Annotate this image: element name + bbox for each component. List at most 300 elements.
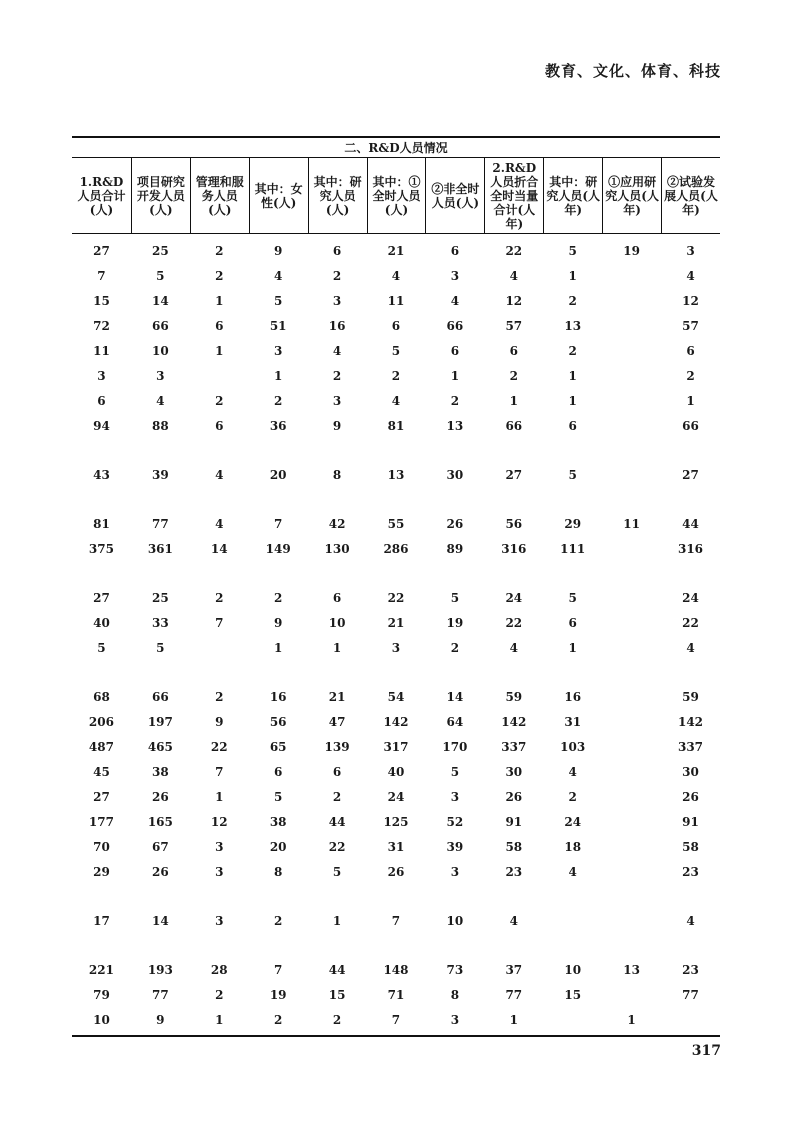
table-cell: 30 [505, 764, 523, 779]
table-cell: 8 [332, 467, 342, 482]
table-cell: 11 [623, 516, 640, 531]
table-cell: 42 [328, 516, 346, 531]
column-header: ②非全时人员(人) [425, 158, 484, 233]
table-row [72, 734, 720, 759]
table-row [72, 338, 720, 363]
table-cell: 375 [88, 541, 114, 556]
table-cell: 22 [210, 739, 228, 754]
table-cell: 11 [387, 293, 405, 308]
table-cell: 7 [215, 764, 224, 779]
table-cell: 286 [383, 541, 409, 556]
table-cell: 5 [568, 243, 577, 258]
table-row [72, 413, 720, 438]
table-cell: 2 [215, 987, 224, 1002]
table-cell: 16 [564, 689, 582, 704]
table-cell: 55 [387, 516, 405, 531]
table-row [72, 957, 720, 982]
table-cell: 22 [505, 243, 523, 258]
table-cell: 6 [686, 343, 695, 358]
table-cell: 1 [509, 1012, 518, 1027]
table-cell: 77 [505, 987, 523, 1002]
table-cell: 31 [387, 839, 405, 854]
header-bottom-rule [72, 233, 720, 234]
table-cell: 27 [93, 590, 110, 605]
table-cell: 1 [627, 1012, 636, 1027]
table-cell: 5 [97, 640, 106, 655]
table-cell: 14 [446, 689, 464, 704]
table-cell: 1 [332, 640, 342, 655]
table-cell: 38 [152, 764, 169, 779]
table-row [72, 859, 720, 884]
table-cell: 1 [215, 1012, 224, 1027]
table-cell: 25 [152, 243, 169, 258]
table-cell: 72 [93, 318, 110, 333]
table-cell: 2 [509, 368, 518, 383]
table-cell: 2 [215, 268, 224, 283]
table-cell: 4 [332, 343, 342, 358]
table-cell: 1 [509, 393, 518, 408]
table-cell: 54 [387, 689, 405, 704]
table-row [72, 536, 720, 561]
table-cell: 26 [446, 516, 464, 531]
table-cell: 39 [446, 839, 464, 854]
table-cell: 30 [446, 467, 464, 482]
table-cell: 13 [623, 962, 640, 977]
table-row [72, 610, 720, 635]
table-cell: 2 [215, 243, 224, 258]
table-cell: 5 [391, 343, 401, 358]
table-row [72, 684, 720, 709]
table-cell: 20 [269, 467, 287, 482]
table-cell: 6 [332, 243, 342, 258]
table-cell: 81 [93, 516, 110, 531]
table-cell: 5 [332, 864, 342, 879]
column-header: ①应用研究人员(人年) [602, 158, 661, 233]
table-cell: 337 [677, 739, 704, 754]
table-cell: 6 [568, 418, 577, 433]
table-cell: 3 [332, 293, 342, 308]
table-cell: 9 [332, 418, 342, 433]
table-cell: 1 [568, 640, 577, 655]
table-cell: 6 [568, 615, 577, 630]
table-cell: 13 [446, 418, 464, 433]
table-cell: 9 [156, 1012, 165, 1027]
table-cell: 3 [686, 243, 695, 258]
table-cell: 4 [215, 516, 224, 531]
table-cell: 177 [88, 814, 114, 829]
table-cell: 361 [147, 541, 173, 556]
table-cell: 125 [383, 814, 409, 829]
table-cell: 317 [383, 739, 409, 754]
table-cell: 9 [273, 243, 283, 258]
table-cell: 9 [273, 615, 283, 630]
column-header: 其中：研究人员(人) [308, 158, 367, 233]
table-cell: 13 [387, 467, 405, 482]
table-cell: 3 [215, 913, 224, 928]
table-cell: 4 [450, 293, 460, 308]
table-cell: 40 [387, 764, 405, 779]
table-row [72, 908, 720, 933]
section-title: 二、R&D人员情况 [344, 141, 448, 155]
table-cell: 39 [152, 467, 169, 482]
table-cell: 3 [450, 268, 460, 283]
table-cell: 58 [505, 839, 523, 854]
table-cell: 2 [273, 1012, 283, 1027]
table-cell: 12 [210, 814, 228, 829]
table-cell: 12 [505, 293, 523, 308]
table-cell: 44 [682, 516, 699, 531]
table-row [72, 982, 720, 1007]
table-cell: 149 [265, 541, 291, 556]
table-row [72, 313, 720, 338]
table-cell: 77 [682, 987, 699, 1002]
table-cell: 38 [269, 814, 287, 829]
table-cell: 64 [446, 714, 464, 729]
table-cell: 1 [686, 393, 695, 408]
table-cell: 2 [332, 1012, 342, 1027]
column-header: 1.R&D人员合计(人) [77, 174, 126, 217]
table-cell: 36 [269, 418, 287, 433]
table-cell: 3 [156, 368, 165, 383]
table-cell: 2 [332, 368, 342, 383]
table-cell: 27 [505, 467, 523, 482]
table-cell: 10 [564, 962, 582, 977]
table-cell: 4 [391, 393, 401, 408]
table-cell: 5 [450, 764, 460, 779]
table-cell: 19 [269, 987, 287, 1002]
table-top-rule [72, 136, 720, 138]
table-cell: 44 [328, 962, 346, 977]
table-cell: 29 [564, 516, 582, 531]
table-cell: 2 [273, 393, 283, 408]
table-cell: 1 [215, 343, 224, 358]
table-cell: 2 [568, 293, 577, 308]
table-cell: 21 [328, 689, 346, 704]
table-cell: 487 [88, 739, 114, 754]
table-cell: 15 [564, 987, 582, 1002]
table-bottom-rule [72, 1035, 720, 1037]
table-cell: 23 [505, 864, 523, 879]
table-row [72, 709, 720, 734]
table-cell: 31 [564, 714, 582, 729]
table-cell: 70 [93, 839, 110, 854]
table-cell: 27 [93, 243, 110, 258]
table-cell: 148 [383, 962, 409, 977]
table-cell: 2 [273, 913, 283, 928]
table-cell: 56 [505, 516, 523, 531]
table-cell: 2 [391, 368, 401, 383]
table-cell: 26 [682, 789, 699, 804]
table-row [72, 363, 720, 388]
table-cell: 11 [93, 343, 110, 358]
page-number: 317 [691, 1043, 721, 1059]
table-cell: 7 [215, 615, 224, 630]
table-cell: 59 [682, 689, 699, 704]
table-cell: 26 [152, 864, 169, 879]
table-cell: 37 [505, 962, 523, 977]
table-cell: 1 [215, 789, 224, 804]
table-cell: 22 [682, 615, 699, 630]
table-cell: 14 [210, 541, 228, 556]
column-header: 其中：①全时人员(人) [367, 158, 426, 233]
table-cell: 197 [147, 714, 173, 729]
table-cell: 142 [677, 714, 704, 729]
table-cell: 15 [93, 293, 110, 308]
table-cell: 14 [152, 293, 169, 308]
table-cell: 9 [215, 714, 224, 729]
table-cell: 139 [324, 739, 350, 754]
table-cell: 68 [93, 689, 110, 704]
table-cell: 316 [501, 541, 527, 556]
table-cell: 33 [152, 615, 169, 630]
table-cell: 6 [509, 343, 518, 358]
table-cell: 10 [328, 615, 346, 630]
table-cell: 2 [450, 640, 460, 655]
table-cell: 165 [147, 814, 173, 829]
table-cell: 27 [93, 789, 110, 804]
table-cell: 2 [215, 689, 224, 704]
table-cell: 4 [686, 640, 695, 655]
table-cell: 4 [686, 268, 695, 283]
table-cell: 66 [152, 689, 169, 704]
table-cell: 5 [273, 293, 283, 308]
table-cell: 66 [152, 318, 169, 333]
table-row [72, 388, 720, 413]
table-cell: 2 [686, 368, 695, 383]
table-row [72, 511, 720, 536]
table-cell: 4 [391, 268, 401, 283]
table-cell: 26 [387, 864, 405, 879]
table-cell: 7 [273, 962, 283, 977]
table-cell: 6 [215, 418, 224, 433]
column-headers [72, 158, 720, 233]
table-cell: 29 [93, 864, 110, 879]
table-cell: 4 [509, 268, 518, 283]
table-cell: 26 [505, 789, 523, 804]
table-cell: 65 [269, 739, 287, 754]
table-cell: 79 [93, 987, 110, 1002]
table-cell: 12 [682, 293, 699, 308]
table-row [72, 834, 720, 859]
column-header: 其中：女性(人) [249, 158, 308, 233]
table-cell: 4 [568, 764, 577, 779]
table-cell: 4 [156, 393, 165, 408]
table-cell: 23 [682, 962, 699, 977]
table-cell: 73 [446, 962, 464, 977]
table-cell: 1 [568, 393, 577, 408]
table-cell: 28 [210, 962, 228, 977]
table-cell: 6 [97, 393, 106, 408]
table-cell: 81 [387, 418, 405, 433]
table-cell: 22 [505, 615, 523, 630]
table-cell: 23 [682, 864, 699, 879]
table-row [72, 635, 720, 660]
table-cell: 17 [93, 913, 110, 928]
table-cell: 16 [328, 318, 346, 333]
table-cell: 142 [501, 714, 527, 729]
table-cell: 27 [682, 467, 699, 482]
table-row [72, 462, 720, 487]
table-cell: 3 [215, 839, 224, 854]
table-cell: 22 [387, 590, 405, 605]
table-cell: 51 [269, 318, 287, 333]
table-cell: 6 [215, 318, 224, 333]
table-body [72, 238, 720, 1032]
table-cell: 1 [450, 368, 460, 383]
table-cell: 8 [273, 864, 283, 879]
table-cell: 14 [152, 913, 169, 928]
table-cell: 24 [505, 590, 523, 605]
table-cell: 4 [215, 467, 224, 482]
table-cell: 221 [88, 962, 114, 977]
table-cell: 130 [324, 541, 350, 556]
table-cell: 45 [93, 764, 110, 779]
table-cell: 2 [568, 789, 577, 804]
table-cell: 66 [446, 318, 464, 333]
table-cell: 2 [273, 590, 283, 605]
table-cell: 94 [93, 418, 110, 433]
table-cell: 18 [564, 839, 582, 854]
table-row [72, 809, 720, 834]
table-cell: 47 [328, 714, 346, 729]
table-cell: 19 [623, 243, 640, 258]
table-cell: 2 [215, 393, 224, 408]
table-cell: 58 [682, 839, 699, 854]
table-cell: 2 [332, 268, 342, 283]
table-cell: 20 [269, 839, 287, 854]
table-cell: 2 [215, 590, 224, 605]
table-cell: 24 [564, 814, 582, 829]
table-cell: 91 [505, 814, 523, 829]
table-row [72, 263, 720, 288]
table-cell: 5 [568, 590, 577, 605]
table-cell: 3 [450, 789, 460, 804]
table-cell: 3 [391, 640, 401, 655]
table-cell: 337 [501, 739, 527, 754]
table-cell: 25 [152, 590, 169, 605]
table-cell: 7 [391, 1012, 401, 1027]
table-cell: 4 [568, 864, 577, 879]
table-cell: 77 [152, 987, 169, 1002]
table-cell: 170 [442, 739, 468, 754]
table-cell: 4 [273, 268, 283, 283]
table-cell: 6 [332, 590, 342, 605]
table-cell: 316 [677, 541, 704, 556]
table-cell: 52 [446, 814, 464, 829]
column-header: 其中：研究人员(人年) [543, 158, 602, 233]
table-cell: 1 [215, 293, 224, 308]
table-cell: 77 [152, 516, 169, 531]
table-cell: 21 [387, 615, 405, 630]
table-cell: 8 [450, 987, 460, 1002]
table-cell: 1 [273, 640, 283, 655]
table-cell: 66 [505, 418, 523, 433]
table-cell: 26 [152, 789, 169, 804]
table-cell: 5 [568, 467, 577, 482]
table-cell: 10 [93, 1012, 110, 1027]
column-header: 项目研究开发人员(人) [131, 158, 190, 233]
table-cell: 6 [332, 764, 342, 779]
table-cell: 1 [273, 368, 283, 383]
table-cell: 3 [97, 368, 106, 383]
table-cell: 193 [147, 962, 173, 977]
table-cell: 89 [446, 541, 464, 556]
table-cell: 2 [450, 393, 460, 408]
table-cell: 1 [332, 913, 342, 928]
table-row [72, 759, 720, 784]
table-row [72, 585, 720, 610]
table-cell: 24 [682, 590, 699, 605]
table-cell: 4 [509, 640, 518, 655]
table-cell: 19 [446, 615, 464, 630]
table-cell: 40 [93, 615, 110, 630]
table-cell: 43 [93, 467, 110, 482]
table-cell: 21 [387, 243, 405, 258]
table-cell: 5 [273, 789, 283, 804]
table-cell: 111 [560, 541, 586, 556]
table-cell: 15 [328, 987, 346, 1002]
column-header: 2.R&D人员折合全时当量合计(人年) [484, 158, 543, 233]
table-cell: 3 [273, 343, 283, 358]
table-row [72, 288, 720, 313]
table-cell: 57 [505, 318, 523, 333]
table-cell: 91 [682, 814, 699, 829]
table-cell: 7 [273, 516, 283, 531]
table-cell: 3 [215, 864, 224, 879]
table-cell: 3 [332, 393, 342, 408]
column-header: 管理和服务人员(人) [190, 158, 249, 233]
table-cell: 10 [152, 343, 169, 358]
table-cell: 16 [269, 689, 287, 704]
table-cell: 13 [564, 318, 582, 333]
table-cell: 10 [446, 913, 464, 928]
table-cell: 103 [560, 739, 586, 754]
table-cell: 3 [450, 864, 460, 879]
table-cell: 1 [568, 268, 577, 283]
table-cell: 2 [332, 789, 342, 804]
table-cell: 1 [568, 368, 577, 383]
table-cell: 88 [152, 418, 169, 433]
table-row [72, 238, 720, 263]
table-cell: 6 [273, 764, 283, 779]
table-row [72, 784, 720, 809]
table-cell: 2 [568, 343, 577, 358]
table-cell: 59 [505, 689, 523, 704]
table-cell: 22 [328, 839, 346, 854]
table-cell: 6 [450, 343, 460, 358]
table-cell: 57 [682, 318, 699, 333]
table-cell: 465 [147, 739, 173, 754]
table-cell: 44 [328, 814, 346, 829]
table-cell: 5 [156, 268, 165, 283]
table-cell: 7 [391, 913, 401, 928]
table-cell: 66 [682, 418, 699, 433]
page-header-title: 教育、文化、体育、科技 [544, 62, 721, 80]
table-cell: 56 [269, 714, 287, 729]
table-row [72, 1007, 720, 1032]
table-cell: 7 [97, 268, 106, 283]
table-cell: 4 [686, 913, 695, 928]
table-cell: 5 [156, 640, 165, 655]
table-cell: 71 [387, 987, 405, 1002]
table-cell: 3 [450, 1012, 460, 1027]
table-cell: 142 [383, 714, 409, 729]
table-cell: 206 [88, 714, 114, 729]
table-cell: 30 [682, 764, 699, 779]
table-cell: 5 [450, 590, 460, 605]
column-header: ②试验发展人员(人年) [661, 158, 720, 233]
table-cell: 4 [509, 913, 518, 928]
